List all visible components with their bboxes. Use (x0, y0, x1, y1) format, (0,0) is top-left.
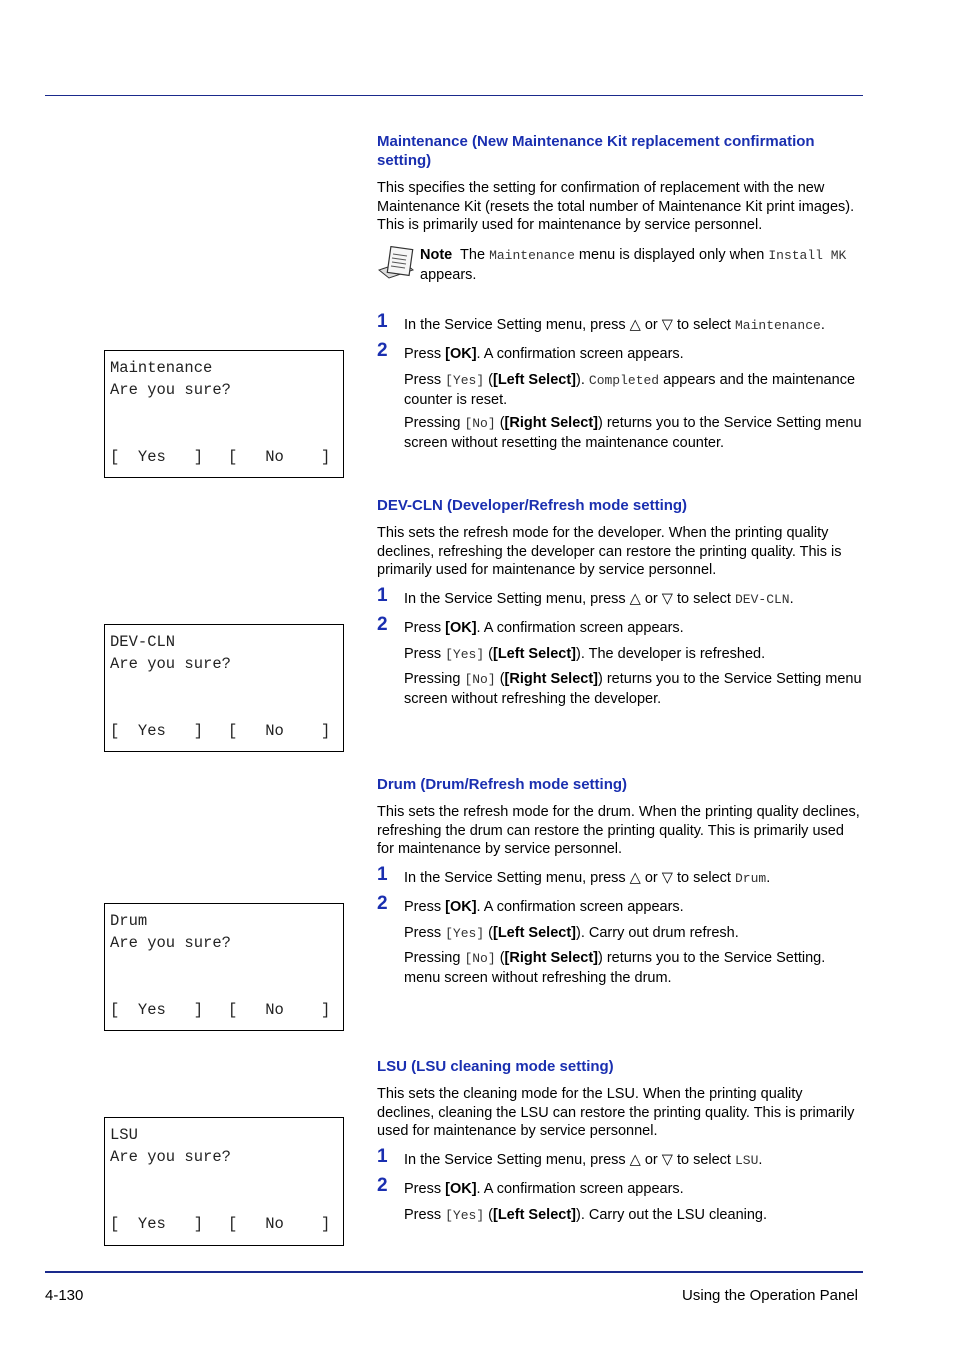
step-text (404, 345, 864, 364)
yes-instruction-lsu (404, 1206, 863, 1226)
no-code: [No] (464, 951, 496, 966)
no-bold: [Right Select] (504, 671, 598, 687)
no-open: ( (499, 671, 505, 687)
yes-pre: Press (404, 1207, 442, 1223)
yes-post: ). The developer is refreshed. (576, 646, 766, 662)
step-pre: Press (404, 346, 442, 362)
no-pre: Pressing (404, 950, 461, 966)
step-pre: In the Service Setting menu, press △ or ▽ to select (404, 317, 731, 333)
note-pre: The (460, 247, 486, 263)
step-post: . A confirmation screen appears. (476, 1181, 684, 1197)
yes-code: [Yes] (445, 926, 485, 941)
no-bold: [Right Select] (504, 950, 598, 966)
panel-no-button[interactable]: [ No ] (228, 1215, 331, 1233)
yes-instruction-dev-cln (404, 645, 863, 665)
no-bold: [Right Select] (504, 415, 598, 431)
yes-code: [Yes] (445, 1208, 485, 1223)
no-code: [No] (464, 672, 496, 687)
yes-code-completed: Completed (588, 373, 660, 388)
lcd-panel-drum (104, 903, 344, 1031)
no-open: ( (499, 950, 505, 966)
header-rule (45, 95, 863, 96)
yes-code: [Yes] (445, 647, 485, 662)
panel-no-button[interactable]: [ No ] (228, 722, 331, 740)
panel-no-button[interactable]: [ No ] (228, 448, 331, 466)
no-post: ) returns you to the Service Setting menu screen without refreshing the developer. (404, 671, 862, 707)
section-description-dev-cln: This sets the refresh mode for the developer. When the printing quality declines, refreshing the developer can restore the printing quality. This is primarily used for maintenance by service personnel. (377, 525, 842, 578)
step-number: 1 (377, 864, 388, 885)
lcd-panel-lsu (104, 1117, 344, 1246)
page-number: 4-130 (45, 1287, 84, 1304)
section-description-drum: This sets the refresh mode for the drum. When the printing quality declines, refreshing the drum can restore the printing quality. This is primarily used for maintenance by service personnel. (377, 804, 860, 857)
no-open: ( (499, 415, 505, 431)
note-icon (377, 246, 415, 280)
panel-yes-button[interactable]: [ Yes ] (110, 722, 204, 740)
footer-rule (45, 1271, 863, 1273)
step-pre: Press (404, 899, 442, 915)
no-instruction-dev-cln (404, 670, 863, 708)
yes-bold: [Left Select] (493, 646, 576, 662)
panel-line-1: LSU (110, 1126, 138, 1144)
panel-line-1: Maintenance (110, 359, 213, 377)
step-number: 2 (377, 340, 388, 361)
step-pre: In the Service Setting menu, press △ or ▽ to select (404, 1152, 731, 1168)
step-number: 2 (377, 893, 388, 914)
step-code: Drum (734, 871, 767, 886)
step-number: 1 (377, 311, 388, 332)
step-pre: Press (404, 620, 442, 636)
section-heading-lsu: LSU (LSU cleaning mode setting) (377, 1058, 614, 1075)
step-number: 2 (377, 614, 388, 635)
section-description-maintenance: This specifies the setting for confirmation of replacement with the new Maintenance Kit (resets the total number of Maintenance Kit print images). This is primarily used for maintenance by service personnel. (377, 180, 855, 233)
panel-line-1: Drum (110, 912, 148, 930)
note-code-menu: Maintenance (489, 248, 575, 263)
no-post: ) returns you to the Service Setting menu screen without resetting the maintenance counter. (404, 415, 862, 451)
no-pre: Pressing (404, 415, 461, 431)
yes-post: ). Carry out the LSU cleaning. (576, 1207, 768, 1223)
no-pre: Pressing (404, 671, 461, 687)
lcd-panel-maintenance (104, 350, 344, 478)
no-post: ) returns you to the Service Setting. menu screen without refreshing the drum. (404, 950, 826, 986)
yes-pre: Press (404, 646, 442, 662)
yes-post: ). Carry out drum refresh. (576, 925, 739, 941)
step-code: LSU (734, 1153, 759, 1168)
note-text (420, 246, 863, 284)
yes-bold: [Left Select] (493, 372, 576, 388)
step-number: 1 (377, 585, 388, 606)
yes-open: ( (488, 372, 493, 388)
step-bold: [OK] (445, 620, 477, 636)
yes-open: ( (488, 925, 493, 941)
step-post: . A confirmation screen appears. (476, 346, 684, 362)
step-number: 1 (377, 1146, 388, 1167)
step-bold: [OK] (445, 899, 477, 915)
step-post: . (820, 317, 825, 333)
note-code-install: Install MK (768, 248, 847, 263)
step-text (404, 316, 864, 336)
panel-line-2: Are you sure? (110, 934, 231, 952)
note-mid: menu is displayed only when (578, 247, 765, 263)
panel-line-2: Are you sure? (110, 655, 231, 673)
section-heading-drum: Drum (Drum/Refresh mode setting) (377, 776, 628, 793)
panel-no-button[interactable]: [ No ] (228, 1001, 331, 1019)
step-text (404, 619, 864, 638)
step-text (404, 1151, 864, 1171)
step-text (404, 590, 864, 610)
yes-bold: [Left Select] (493, 925, 576, 941)
panel-line-2: Are you sure? (110, 1148, 231, 1166)
step-pre: In the Service Setting menu, press △ or ▽ to select (404, 870, 731, 886)
step-post: . (789, 591, 794, 607)
panel-line-2: Are you sure? (110, 381, 231, 399)
panel-yes-button[interactable]: [ Yes ] (110, 1001, 204, 1019)
no-code: [No] (464, 416, 496, 431)
yes-open: ( (488, 1207, 493, 1223)
step-pre: Press (404, 1181, 442, 1197)
step-post: . A confirmation screen appears. (476, 620, 684, 636)
step-post: . A confirmation screen appears. (476, 899, 684, 915)
section-heading-maintenance: Maintenance (New Maintenance Kit replacement confirmation setting) (377, 133, 815, 169)
lcd-panel-dev-cln (104, 624, 344, 752)
yes-instruction-drum (404, 924, 863, 944)
footer-section-title: Using the Operation Panel (682, 1287, 858, 1304)
step-bold: [OK] (445, 346, 477, 362)
step-bold: [OK] (445, 1181, 477, 1197)
step-text (404, 869, 864, 889)
section-heading-dev-cln: DEV-CLN (Developer/Refresh mode setting) (377, 497, 688, 514)
panel-line-1: DEV-CLN (110, 633, 176, 651)
panel-yes-button[interactable]: [ Yes ] (110, 1215, 204, 1233)
yes-instruction-maintenance (404, 371, 863, 409)
step-text (404, 898, 864, 917)
step-code: Maintenance (734, 318, 821, 333)
yes-bold: [Left Select] (493, 1207, 576, 1223)
step-text (404, 1180, 864, 1199)
note-post: appears. (420, 266, 477, 283)
section-description-lsu: This sets the cleaning mode for the LSU. When the printing quality declines, cleaning the LSU can restore the printing quality. This is primarily used for maintenance by service personnel. (377, 1086, 855, 1139)
step-number: 2 (377, 1175, 388, 1196)
yes-open: ( (488, 646, 493, 662)
step-code: DEV-CLN (734, 592, 790, 607)
step-pre: In the Service Setting menu, press △ or ▽ to select (404, 591, 731, 607)
step-post: . (758, 1152, 763, 1168)
yes-post2: appears and the maintenance counter is reset. (404, 372, 856, 408)
yes-post: ). (576, 372, 585, 388)
panel-yes-button[interactable]: [ Yes ] (110, 448, 204, 466)
no-instruction-maintenance (404, 414, 863, 452)
yes-pre: Press (404, 372, 442, 388)
note-label: Note (420, 247, 453, 263)
yes-code: [Yes] (445, 373, 485, 388)
step-post: . (766, 870, 771, 886)
yes-pre: Press (404, 925, 442, 941)
no-instruction-drum (404, 949, 863, 987)
